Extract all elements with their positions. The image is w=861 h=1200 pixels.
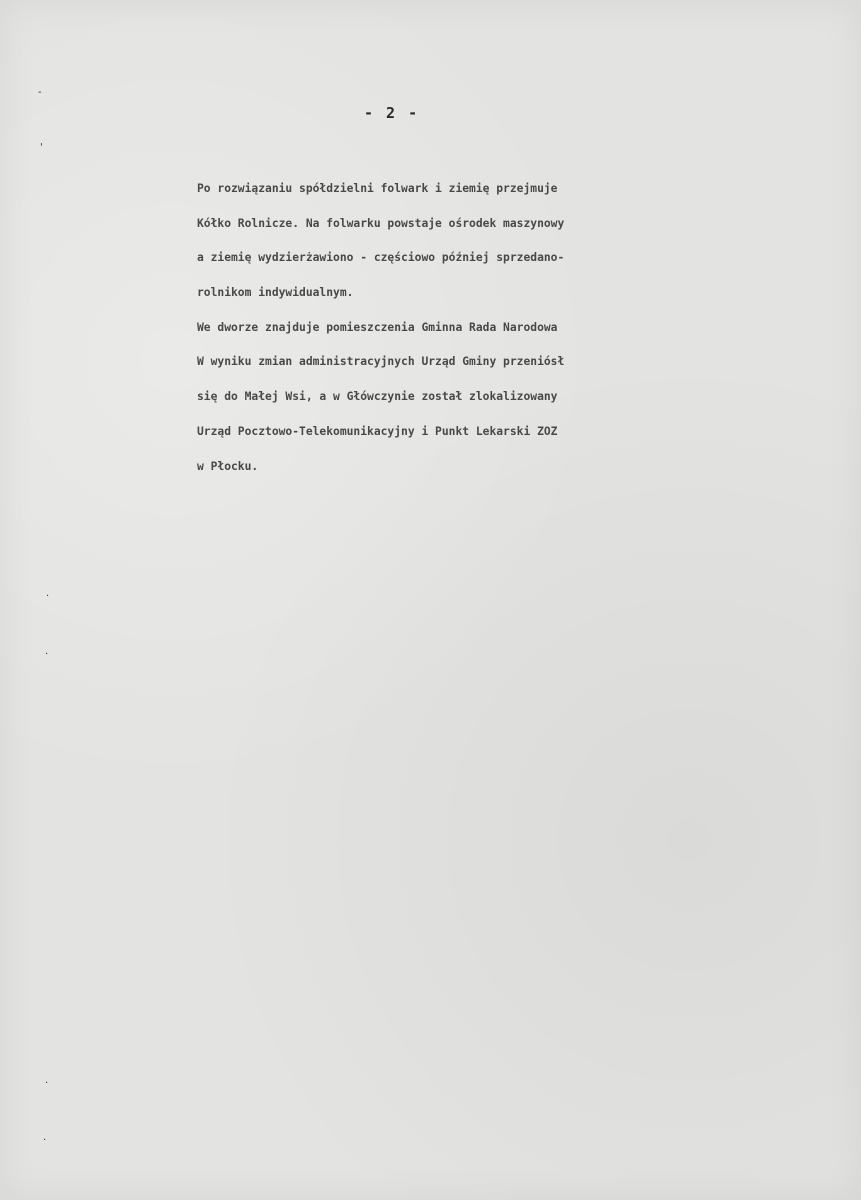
text-line: się do Małej Wsi, a w Główczynie został zlokalizowany [197, 390, 558, 404]
page-number: - 2 - [364, 104, 420, 122]
margin-mark: · [46, 591, 50, 602]
text-line: We dworze znajduje pomieszczenia Gminna Rada Narodowa [197, 320, 558, 334]
margin-mark: · [43, 1135, 47, 1146]
margin-mark: ' [40, 142, 43, 153]
margin-mark: · [45, 1078, 49, 1089]
text-line: rolnikom indywidualnym. [197, 286, 354, 300]
body-text [197, 172, 797, 484]
text-line: a ziemię wydzierżawiono - częściowo później sprzedano- [197, 251, 565, 265]
text-line: Urząd Pocztowo-Telekomunikacyjny i Punkt Lekarski ZOZ [197, 424, 558, 438]
text-line: W wyniku zmian administracyjnych Urząd Gminy przeniósł [197, 355, 565, 369]
margin-mark: - [38, 87, 42, 98]
text-line: Po rozwiązaniu spółdzielni folwark i ziemię przejmuje [197, 182, 558, 195]
text-line: w Płocku. [197, 459, 259, 473]
margin-mark: · [45, 649, 49, 660]
text-line: Kółko Rolnicze. Na folwarku powstaje ośrodek maszynowy [197, 216, 565, 230]
